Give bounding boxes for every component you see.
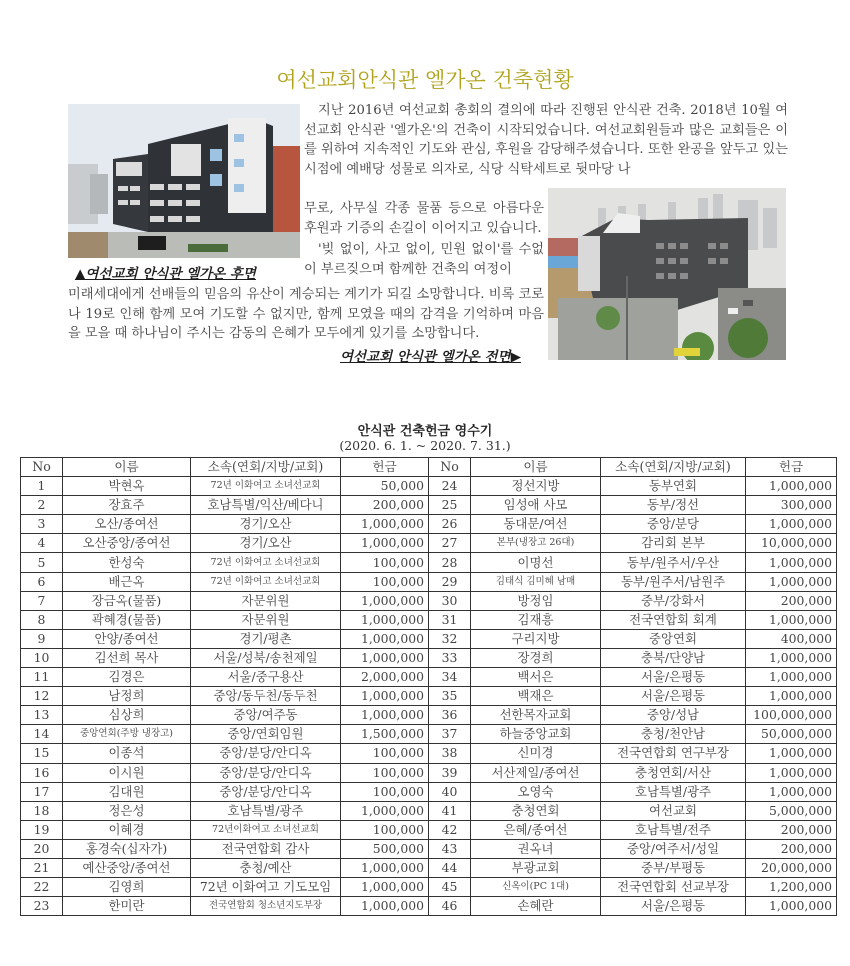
cell-affiliation: 감리회 본부 xyxy=(601,534,746,553)
cell-no: 26 xyxy=(429,515,471,534)
cell-no: 34 xyxy=(429,668,471,687)
cell-amount: 100,000 xyxy=(341,572,429,591)
cell-amount: 2,000,000 xyxy=(341,668,429,687)
cell-no: 6 xyxy=(21,572,63,591)
table-row xyxy=(21,878,837,897)
cell-affiliation: 충북/단양남 xyxy=(601,648,746,667)
cell-name: 백재은 xyxy=(471,687,601,706)
cell-name: 은혜/종여선 xyxy=(471,820,601,839)
article-paragraph-1: 지난 2016년 여선교회 총회의 결의에 따라 진행된 안식관 건축. 2018년 10월 여선교회 안식관 '엘가온'의 건축이 시작되었습니다. 여선교회원들과 많은 교회들은 이를 위하여 지속적인 기도와 관심, 후원을 감당해주셨습니다. 또한 완공을 앞두고 있는 시점에 예배당 성물로 의자로, 식당 식탁세트로 뒷마당 나 xyxy=(304,103,788,177)
cell-name: 김대원 xyxy=(63,782,191,801)
cell-no: 1 xyxy=(21,477,63,496)
header-name: 이름 xyxy=(63,458,191,477)
cell-amount: 1,000,000 xyxy=(746,572,837,591)
cell-no: 44 xyxy=(429,858,471,877)
building-front-photo xyxy=(548,188,786,360)
cell-name: 한성숙 xyxy=(63,553,191,572)
receipts-title: 안식관 건축헌금 영수기 xyxy=(357,424,493,439)
cell-name: 오산중앙/종여선 xyxy=(63,534,191,553)
cell-no: 13 xyxy=(21,706,63,725)
cell-amount: 1,000,000 xyxy=(341,706,429,725)
cell-no: 41 xyxy=(429,801,471,820)
cell-amount: 1,200,000 xyxy=(746,878,837,897)
cell-affiliation: 서울/성북/송천제일 xyxy=(191,648,341,667)
cell-affiliation: 서울/은평동 xyxy=(601,687,746,706)
table-row xyxy=(21,858,837,877)
cell-amount: 100,000 xyxy=(341,553,429,572)
cell-name: 오영숙 xyxy=(471,782,601,801)
receipts-period: (2020. 6. 1. ~ 2020. 7. 31.) xyxy=(339,438,511,453)
cell-name: 이혜경 xyxy=(63,820,191,839)
cell-affiliation: 충청연회/서산 xyxy=(601,763,746,782)
cell-name: 백서은 xyxy=(471,668,601,687)
cell-amount: 1,000,000 xyxy=(746,610,837,629)
cell-amount: 1,000,000 xyxy=(341,897,429,916)
cell-amount: 200,000 xyxy=(746,839,837,858)
cell-amount: 1,000,000 xyxy=(341,858,429,877)
cell-amount: 1,000,000 xyxy=(746,553,837,572)
cell-amount: 1,000,000 xyxy=(341,591,429,610)
header-no: No xyxy=(429,458,471,477)
cell-amount: 1,500,000 xyxy=(341,725,429,744)
cell-name: 서산제일/종여선 xyxy=(471,763,601,782)
cell-no: 22 xyxy=(21,878,63,897)
cell-no: 45 xyxy=(429,878,471,897)
cell-affiliation: 전국연합회 연구부장 xyxy=(601,744,746,763)
cell-affiliation: 중앙/분당/안디옥 xyxy=(191,744,341,763)
table-header-row xyxy=(21,458,837,477)
cell-no: 37 xyxy=(429,725,471,744)
cell-amount: 1,000,000 xyxy=(746,477,837,496)
cell-name: 본부(냉장고 26대) xyxy=(471,534,601,553)
building-front-illustration xyxy=(548,188,786,360)
cell-no: 23 xyxy=(21,897,63,916)
cell-name: 이종석 xyxy=(63,744,191,763)
table-row xyxy=(21,610,837,629)
cell-no: 8 xyxy=(21,610,63,629)
cell-no: 5 xyxy=(21,553,63,572)
receipts-table-body xyxy=(21,477,837,916)
cell-affiliation: 중앙/분당 xyxy=(601,515,746,534)
caption-front: 여선교회 안식관 엘가온 전면▶ xyxy=(340,349,521,365)
cell-name: 김재흥 xyxy=(471,610,601,629)
table-row xyxy=(21,477,837,496)
cell-name: 임성애 사모 xyxy=(471,496,601,515)
cell-name: 한미란 xyxy=(63,897,191,916)
cell-name: 홍경숙(십자가) xyxy=(63,839,191,858)
receipts-table xyxy=(20,457,837,916)
table-row xyxy=(21,687,837,706)
cell-no: 21 xyxy=(21,858,63,877)
cell-no: 27 xyxy=(429,534,471,553)
table-row xyxy=(21,744,837,763)
cell-amount: 1,000,000 xyxy=(746,668,837,687)
cell-amount: 1,000,000 xyxy=(341,878,429,897)
cell-amount: 10,000,000 xyxy=(746,534,837,553)
cell-name: 이명선 xyxy=(471,553,601,572)
cell-amount: 100,000,000 xyxy=(746,706,837,725)
cell-no: 14 xyxy=(21,725,63,744)
cell-name: 김태식 김미혜 남매 xyxy=(471,572,601,591)
cell-no: 33 xyxy=(429,648,471,667)
cell-no: 39 xyxy=(429,763,471,782)
cell-affiliation: 자문위원 xyxy=(191,591,341,610)
cell-affiliation: 전국연합회 청소년지도부장 xyxy=(191,897,341,916)
cell-amount: 1,000,000 xyxy=(341,629,429,648)
cell-affiliation: 중앙/동두천/동두천 xyxy=(191,687,341,706)
cell-amount: 1,000,000 xyxy=(746,782,837,801)
cell-affiliation: 중앙/연회임원 xyxy=(191,725,341,744)
cell-affiliation: 중부/부평동 xyxy=(601,858,746,877)
header-affiliation: 소속(연회/지방/교회) xyxy=(601,458,746,477)
table-row xyxy=(21,782,837,801)
cell-no: 40 xyxy=(429,782,471,801)
cell-no: 20 xyxy=(21,839,63,858)
cell-amount: 20,000,000 xyxy=(746,858,837,877)
cell-amount: 300,000 xyxy=(746,496,837,515)
cell-amount: 1,000,000 xyxy=(341,648,429,667)
cell-no: 15 xyxy=(21,744,63,763)
article-paragraph-2-start: '빚 없이, 사고 없이, 민원 없이'를 수없이 부르짖으며 함께한 건축의 여정이 xyxy=(304,242,544,277)
cell-affiliation: 호남특별/전주 xyxy=(601,820,746,839)
cell-affiliation: 72년 이화여고 기도모임 xyxy=(191,878,341,897)
cell-no: 30 xyxy=(429,591,471,610)
cell-amount: 100,000 xyxy=(341,820,429,839)
cell-name: 동대문/여선 xyxy=(471,515,601,534)
cell-name: 김경은 xyxy=(63,668,191,687)
cell-name: 김영희 xyxy=(63,878,191,897)
cell-affiliation: 중앙연회 xyxy=(601,629,746,648)
cell-amount: 200,000 xyxy=(746,591,837,610)
cell-affiliation: 중앙/여주동 xyxy=(191,706,341,725)
cell-name: 선한목자교회 xyxy=(471,706,601,725)
cell-affiliation: 중앙/성남 xyxy=(601,706,746,725)
cell-affiliation: 중앙/분당/안디옥 xyxy=(191,782,341,801)
cell-no: 4 xyxy=(21,534,63,553)
cell-name: 장경희 xyxy=(471,648,601,667)
header-amount: 헌금 xyxy=(341,458,429,477)
cell-name: 손혜란 xyxy=(471,897,601,916)
cell-affiliation: 호남특별/광주 xyxy=(601,782,746,801)
cell-name: 남정희 xyxy=(63,687,191,706)
cell-amount: 1,000,000 xyxy=(746,687,837,706)
cell-affiliation: 자문위원 xyxy=(191,610,341,629)
cell-no: 10 xyxy=(21,648,63,667)
cell-amount: 1,000,000 xyxy=(341,610,429,629)
table-row xyxy=(21,897,837,916)
cell-affiliation: 서울/중구용산 xyxy=(191,668,341,687)
cell-amount: 100,000 xyxy=(341,782,429,801)
cell-amount: 1,000,000 xyxy=(746,648,837,667)
cell-name: 중앙연회(주방 냉장고) xyxy=(63,725,191,744)
cell-no: 43 xyxy=(429,839,471,858)
cell-affiliation: 여선교회 xyxy=(601,801,746,820)
cell-no: 42 xyxy=(429,820,471,839)
cell-amount: 1,000,000 xyxy=(341,801,429,820)
cell-affiliation: 충청/예산 xyxy=(191,858,341,877)
table-row xyxy=(21,706,837,725)
table-row xyxy=(21,725,837,744)
table-row xyxy=(21,668,837,687)
cell-affiliation: 동부/원주서/남원주 xyxy=(601,572,746,591)
cell-affiliation: 서울/은평동 xyxy=(601,897,746,916)
cell-name: 안양/종여선 xyxy=(63,629,191,648)
cell-affiliation: 중부/강화서 xyxy=(601,591,746,610)
cell-affiliation: 중앙/분당/안디옥 xyxy=(191,763,341,782)
cell-name: 박현옥 xyxy=(63,477,191,496)
cell-affiliation: 경기/평촌 xyxy=(191,629,341,648)
cell-affiliation: 72년 이화여고 소녀선교회 xyxy=(191,572,341,591)
cell-amount: 1,000,000 xyxy=(341,515,429,534)
cell-name: 권옥녀 xyxy=(471,839,601,858)
cell-no: 17 xyxy=(21,782,63,801)
cell-no: 38 xyxy=(429,744,471,763)
cell-affiliation: 전국연합회 감사 xyxy=(191,839,341,858)
building-rear-photo xyxy=(68,104,300,258)
cell-affiliation: 전국연합회 회계 xyxy=(601,610,746,629)
cell-name: 곽혜경(물품) xyxy=(63,610,191,629)
cell-name: 장금옥(물품) xyxy=(63,591,191,610)
cell-no: 32 xyxy=(429,629,471,648)
cell-name: 장효주 xyxy=(63,496,191,515)
building-rear-illustration xyxy=(68,104,300,258)
cell-no: 11 xyxy=(21,668,63,687)
cell-amount: 50,000 xyxy=(341,477,429,496)
cell-amount: 100,000 xyxy=(341,744,429,763)
cell-no: 28 xyxy=(429,553,471,572)
header-no: No xyxy=(21,458,63,477)
cell-name: 신옥이(PC 1대) xyxy=(471,878,601,897)
table-row xyxy=(21,591,837,610)
cell-no: 29 xyxy=(429,572,471,591)
cell-no: 2 xyxy=(21,496,63,515)
cell-affiliation: 호남특별/익산/베다니 xyxy=(191,496,341,515)
cell-name: 정은성 xyxy=(63,801,191,820)
cell-name: 방정임 xyxy=(471,591,601,610)
table-row xyxy=(21,820,837,839)
cell-name: 이시원 xyxy=(63,763,191,782)
cell-affiliation: 경기/오산 xyxy=(191,515,341,534)
cell-amount: 1,000,000 xyxy=(746,763,837,782)
cell-name: 부광교회 xyxy=(471,858,601,877)
cell-amount: 1,000,000 xyxy=(341,687,429,706)
cell-name: 예산중앙/종여선 xyxy=(63,858,191,877)
cell-no: 25 xyxy=(429,496,471,515)
cell-no: 46 xyxy=(429,897,471,916)
cell-no: 24 xyxy=(429,477,471,496)
table-row xyxy=(21,763,837,782)
article-paragraph-2-end: 미래세대에게 선배들의 믿음의 유산이 계승되는 계기가 되길 소망합니다. 비록 코로나 19로 인해 함께 모여 기도할 수 없지만, 함께 모였을 때의 감격을 기억하며 마음을 모을 때 하나님이 주시는 감동의 은혜가 모두에게 있기를 소망합니다. xyxy=(68,287,544,342)
cell-no: 16 xyxy=(21,763,63,782)
cell-amount: 50,000,000 xyxy=(746,725,837,744)
cell-no: 7 xyxy=(21,591,63,610)
cell-affiliation: 호남특별/광주 xyxy=(191,801,341,820)
cell-affiliation: 전국연합회 선교부장 xyxy=(601,878,746,897)
cell-amount: 1,000,000 xyxy=(746,515,837,534)
cell-no: 31 xyxy=(429,610,471,629)
table-row xyxy=(21,496,837,515)
cell-amount: 1,000,000 xyxy=(746,744,837,763)
cell-name: 정선지방 xyxy=(471,477,601,496)
cell-affiliation: 72년 이화여고 소녀선교회 xyxy=(191,477,341,496)
cell-name: 신미경 xyxy=(471,744,601,763)
cell-amount: 5,000,000 xyxy=(746,801,837,820)
article-paragraph-1-continued: 무로, 사무실 각종 물품 등으로 아름다운 후원과 기증의 손길이 이어지고 있습니다. xyxy=(304,201,544,236)
header-affiliation: 소속(연회/지방/교회) xyxy=(191,458,341,477)
cell-amount: 200,000 xyxy=(341,496,429,515)
table-row xyxy=(21,801,837,820)
cell-no: 35 xyxy=(429,687,471,706)
cell-amount: 500,000 xyxy=(341,839,429,858)
table-row xyxy=(21,553,837,572)
cell-affiliation: 72년이화여고 소녀선교회 xyxy=(191,820,341,839)
cell-amount: 1,000,000 xyxy=(341,534,429,553)
caption-rear: ▲여선교회 안식관 엘가온 후면 xyxy=(75,266,256,282)
cell-affiliation: 경기/오산 xyxy=(191,534,341,553)
table-row xyxy=(21,648,837,667)
cell-name: 충청연회 xyxy=(471,801,601,820)
cell-affiliation: 충청/천안남 xyxy=(601,725,746,744)
cell-affiliation: 동부/정선 xyxy=(601,496,746,515)
header-name: 이름 xyxy=(471,458,601,477)
table-row xyxy=(21,572,837,591)
cell-affiliation: 72년 이화여고 소녀선교회 xyxy=(191,553,341,572)
cell-affiliation: 동부연회 xyxy=(601,477,746,496)
table-row xyxy=(21,534,837,553)
cell-name: 구리지방 xyxy=(471,629,601,648)
table-row xyxy=(21,839,837,858)
article-title: 여선교회안식관 엘가온 건축현황 xyxy=(276,68,574,92)
cell-name: 심상희 xyxy=(63,706,191,725)
table-row xyxy=(21,515,837,534)
cell-affiliation: 중앙/여주서/성일 xyxy=(601,839,746,858)
cell-affiliation: 서울/은평동 xyxy=(601,668,746,687)
header-amount: 헌금 xyxy=(746,458,837,477)
cell-amount: 1,000,000 xyxy=(746,897,837,916)
cell-no: 18 xyxy=(21,801,63,820)
cell-no: 9 xyxy=(21,629,63,648)
cell-amount: 400,000 xyxy=(746,629,837,648)
cell-no: 3 xyxy=(21,515,63,534)
cell-no: 36 xyxy=(429,706,471,725)
cell-affiliation: 동부/원주서/우산 xyxy=(601,553,746,572)
cell-name: 하늘중앙교회 xyxy=(471,725,601,744)
cell-amount: 200,000 xyxy=(746,820,837,839)
cell-name: 배근옥 xyxy=(63,572,191,591)
cell-no: 19 xyxy=(21,820,63,839)
cell-no: 12 xyxy=(21,687,63,706)
cell-amount: 100,000 xyxy=(341,763,429,782)
table-row xyxy=(21,629,837,648)
cell-name: 오산/종여선 xyxy=(63,515,191,534)
cell-name: 김선희 목사 xyxy=(63,648,191,667)
